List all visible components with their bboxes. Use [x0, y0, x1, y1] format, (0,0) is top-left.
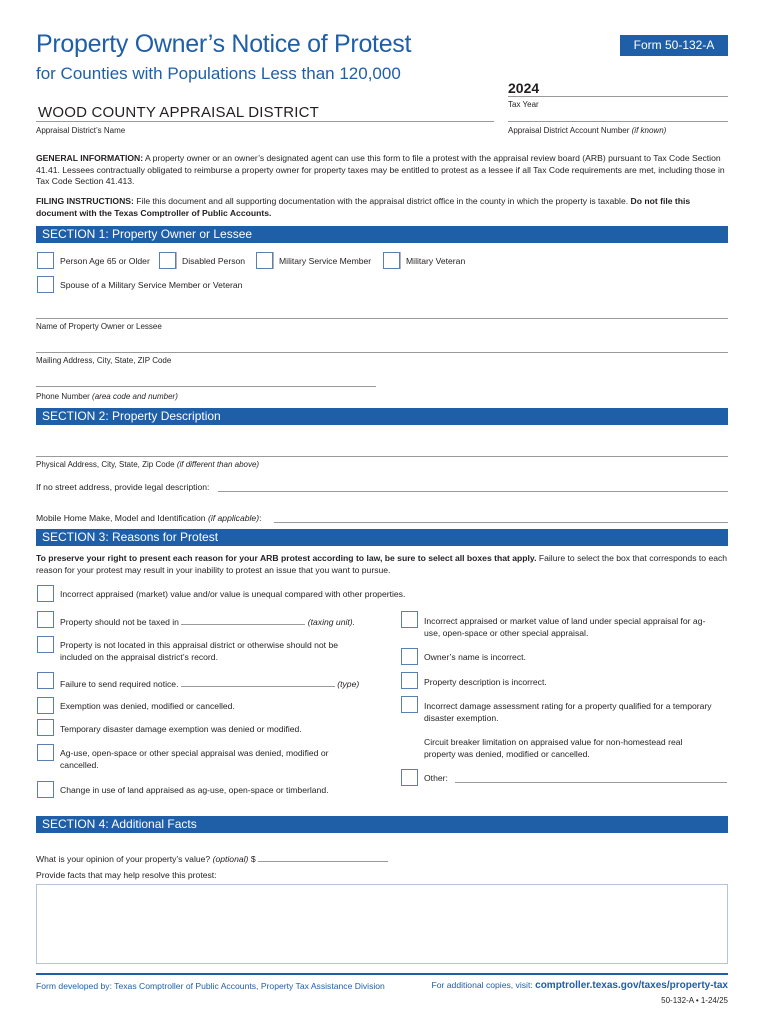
general-information-heading: GENERAL INFORMATION:	[36, 153, 144, 163]
general-information	[36, 153, 730, 188]
mailing-address-field[interactable]	[36, 352, 728, 353]
label-disaster-exemption: Temporary disaster damage exemption was denied or modified.	[60, 724, 302, 734]
checkbox-owner-name[interactable]	[401, 648, 418, 665]
notice-type-field[interactable]	[181, 677, 335, 687]
section-3-intro-bold: To preserve your right to present each reason for your ARB protest according to law, be sure to select all boxes that apply.	[36, 553, 537, 563]
checkbox-military-spouse[interactable]	[37, 276, 54, 293]
label-not-taxed	[60, 615, 355, 627]
footer-rule	[36, 973, 728, 975]
form-subtitle: for Counties with Populations Less than 120,000	[36, 64, 401, 83]
footer-copies	[431, 980, 728, 991]
checkbox-not-taxed[interactable]	[37, 611, 54, 628]
label-not-taxed-text: Property should not be taxed in	[60, 617, 179, 627]
label-damage-assessment: Incorrect damage assessment rating for a property qualified for a temporary disaster exemption.	[424, 701, 712, 723]
separator	[273, 252, 274, 269]
facts-label: Provide facts that may help resolve this protest:	[36, 870, 217, 880]
opinion-value-label-text: What is your opinion of your property’s value?	[36, 854, 211, 864]
checkbox-failure-notice[interactable]	[37, 672, 54, 689]
filing-instructions-warning: Do not file this document with the Texas Comptroller of Public Accounts.	[36, 196, 691, 218]
label-change-in-use: Change in use of land appraised as ag-use, open-space or timberland.	[60, 785, 329, 795]
checkbox-special-appraisal[interactable]	[37, 744, 54, 761]
footer-developed-by: Form developed by: Texas Comptroller of Public Accounts, Property Tax Assistance Division	[36, 981, 385, 991]
section-3-header: SECTION 3: Reasons for Protest	[36, 529, 728, 546]
checkbox-unequal-value[interactable]	[37, 585, 54, 602]
label-property-description: Property description is incorrect.	[424, 677, 547, 687]
separator	[400, 252, 401, 269]
label-not-in-district: Property is not located in this appraisal district or otherwise should not be included on the appraisal district’s record.	[60, 640, 339, 662]
label-not-taxed-suffix: (taxing unit).	[307, 617, 356, 627]
label-failure-notice-suffix: (type)	[337, 679, 360, 689]
label-disabled-person: Disabled Person	[182, 256, 246, 266]
label-failure-notice	[60, 677, 359, 689]
filing-instructions	[36, 196, 730, 219]
opinion-value-currency: $	[250, 854, 256, 864]
section-3-intro	[36, 553, 730, 576]
phone-number-label-text: Phone Number	[36, 392, 90, 401]
phone-number-label	[36, 392, 178, 401]
label-special-appraisal: Ag-use, open-space or other special appraisal was denied, modified or cancelled.	[60, 748, 329, 770]
checkbox-disaster-exemption[interactable]	[37, 719, 54, 736]
footer-copies-prefix: For additional copies, visit:	[431, 980, 533, 990]
footer-copies-link[interactable]: comptroller.texas.gov/taxes/property-tax	[535, 980, 728, 991]
separator	[176, 252, 177, 269]
checkbox-military-service-member[interactable]	[256, 252, 273, 269]
mobile-home-label-note: (if applicable)	[207, 513, 260, 523]
tax-year-line	[508, 96, 728, 97]
district-name-label: Appraisal District’s Name	[36, 126, 126, 135]
mobile-home-label-colon: :	[259, 513, 262, 523]
label-other: Other:	[424, 773, 448, 783]
general-information-text: A property owner or an owner’s designated agent can use this form to file a protest with the appraisal review board (ARB) pursuant to Tax Code Section 41.41. Lessees contractually obligated to reimburse a property owner for property taxes may be entitled to protest as a lessee if all Tax Code requirements are met, including those in Tax Code Section 41.413.	[36, 153, 725, 186]
label-land-special-appraisal: Incorrect appraised or market value of land under special appraisal for ag-use, open-space or other special appraisal.	[424, 616, 706, 638]
physical-address-field[interactable]	[36, 456, 728, 457]
legal-description-field[interactable]	[218, 491, 728, 492]
form-number-badge: Form 50-132-A	[620, 35, 728, 56]
account-number-label	[508, 126, 666, 135]
physical-address-label	[36, 460, 259, 469]
phone-number-label-note: (area code and number)	[92, 392, 178, 401]
mobile-home-label-text: Mobile Home Make, Model and Identification	[36, 513, 206, 523]
checkbox-change-in-use[interactable]	[37, 781, 54, 798]
label-military-veteran: Military Veteran	[406, 256, 466, 266]
label-unequal-value: Incorrect appraised (market) value and/or value is unequal compared with other properties.	[60, 589, 406, 599]
label-age-65: Person Age 65 or Older	[60, 256, 150, 266]
owner-name-field[interactable]	[36, 318, 728, 319]
checkbox-exemption-denied[interactable]	[37, 697, 54, 714]
checkbox-other[interactable]	[401, 769, 418, 786]
taxing-unit-field[interactable]	[181, 615, 305, 625]
mobile-home-field[interactable]	[274, 522, 728, 523]
section-4-header: SECTION 4: Additional Facts	[36, 816, 728, 833]
legal-description-label: If no street address, provide legal description:	[36, 482, 210, 492]
checkbox-age-65[interactable]	[37, 252, 54, 269]
phone-number-field[interactable]	[36, 386, 376, 387]
checkbox-military-veteran[interactable]	[383, 252, 400, 269]
footer-form-code: 50-132-A • 1-24/25	[661, 996, 728, 1005]
account-number-line[interactable]	[508, 121, 728, 122]
tax-year-label: Tax Year	[508, 100, 539, 109]
checkbox-land-special-appraisal[interactable]	[401, 611, 418, 628]
label-failure-notice-text: Failure to send required notice.	[60, 679, 179, 689]
opinion-value-label-note: (optional)	[212, 854, 249, 864]
checkbox-disabled-person[interactable]	[159, 252, 176, 269]
label-military-spouse: Spouse of a Military Service Member or Veteran	[60, 280, 243, 290]
section-1-header: SECTION 1: Property Owner or Lessee	[36, 226, 728, 243]
tax-year-value[interactable]: 2024	[508, 80, 540, 96]
section-2-header: SECTION 2: Property Description	[36, 408, 728, 425]
physical-address-label-note: (if different than above)	[176, 460, 260, 469]
checkbox-damage-assessment[interactable]	[401, 696, 418, 713]
label-circuit-breaker: Circuit breaker limitation on appraised value for non-homestead real property was denied, modified or cancelled.	[424, 737, 683, 759]
opinion-value-label	[36, 852, 388, 864]
opinion-value-field[interactable]	[258, 852, 388, 862]
mailing-address-label: Mailing Address, City, State, ZIP Code	[36, 356, 172, 365]
district-name-line	[36, 121, 494, 122]
account-number-label-note: (if known)	[631, 126, 667, 135]
checkbox-not-in-district[interactable]	[37, 636, 54, 653]
mobile-home-label	[36, 513, 261, 523]
physical-address-label-text: Physical Address, City, State, Zip Code	[36, 460, 175, 469]
other-reason-field[interactable]	[455, 782, 727, 783]
district-name-value[interactable]: WOOD COUNTY APPRAISAL DISTRICT	[38, 104, 320, 121]
label-military-service-member: Military Service Member	[279, 256, 372, 266]
form-title: Property Owner’s Notice of Protest	[36, 30, 412, 58]
filing-instructions-heading: FILING INSTRUCTIONS:	[36, 196, 134, 206]
filing-instructions-text: File this document and all supporting documentation with the appraisal district office in the county in which the property is taxable.	[136, 196, 629, 206]
account-number-label-text: Appraisal District Account Number	[508, 126, 630, 135]
checkbox-property-description[interactable]	[401, 672, 418, 689]
section-3-intro-text: Failure to select the box that corresponds to each reason for your protest may result in your inability to protest an issue that you want to pursue.	[36, 553, 728, 575]
facts-textarea[interactable]	[36, 884, 728, 964]
owner-name-label: Name of Property Owner or Lessee	[36, 322, 162, 331]
label-exemption-denied: Exemption was denied, modified or cancelled.	[60, 701, 235, 711]
label-owner-name: Owner’s name is incorrect.	[424, 652, 526, 662]
